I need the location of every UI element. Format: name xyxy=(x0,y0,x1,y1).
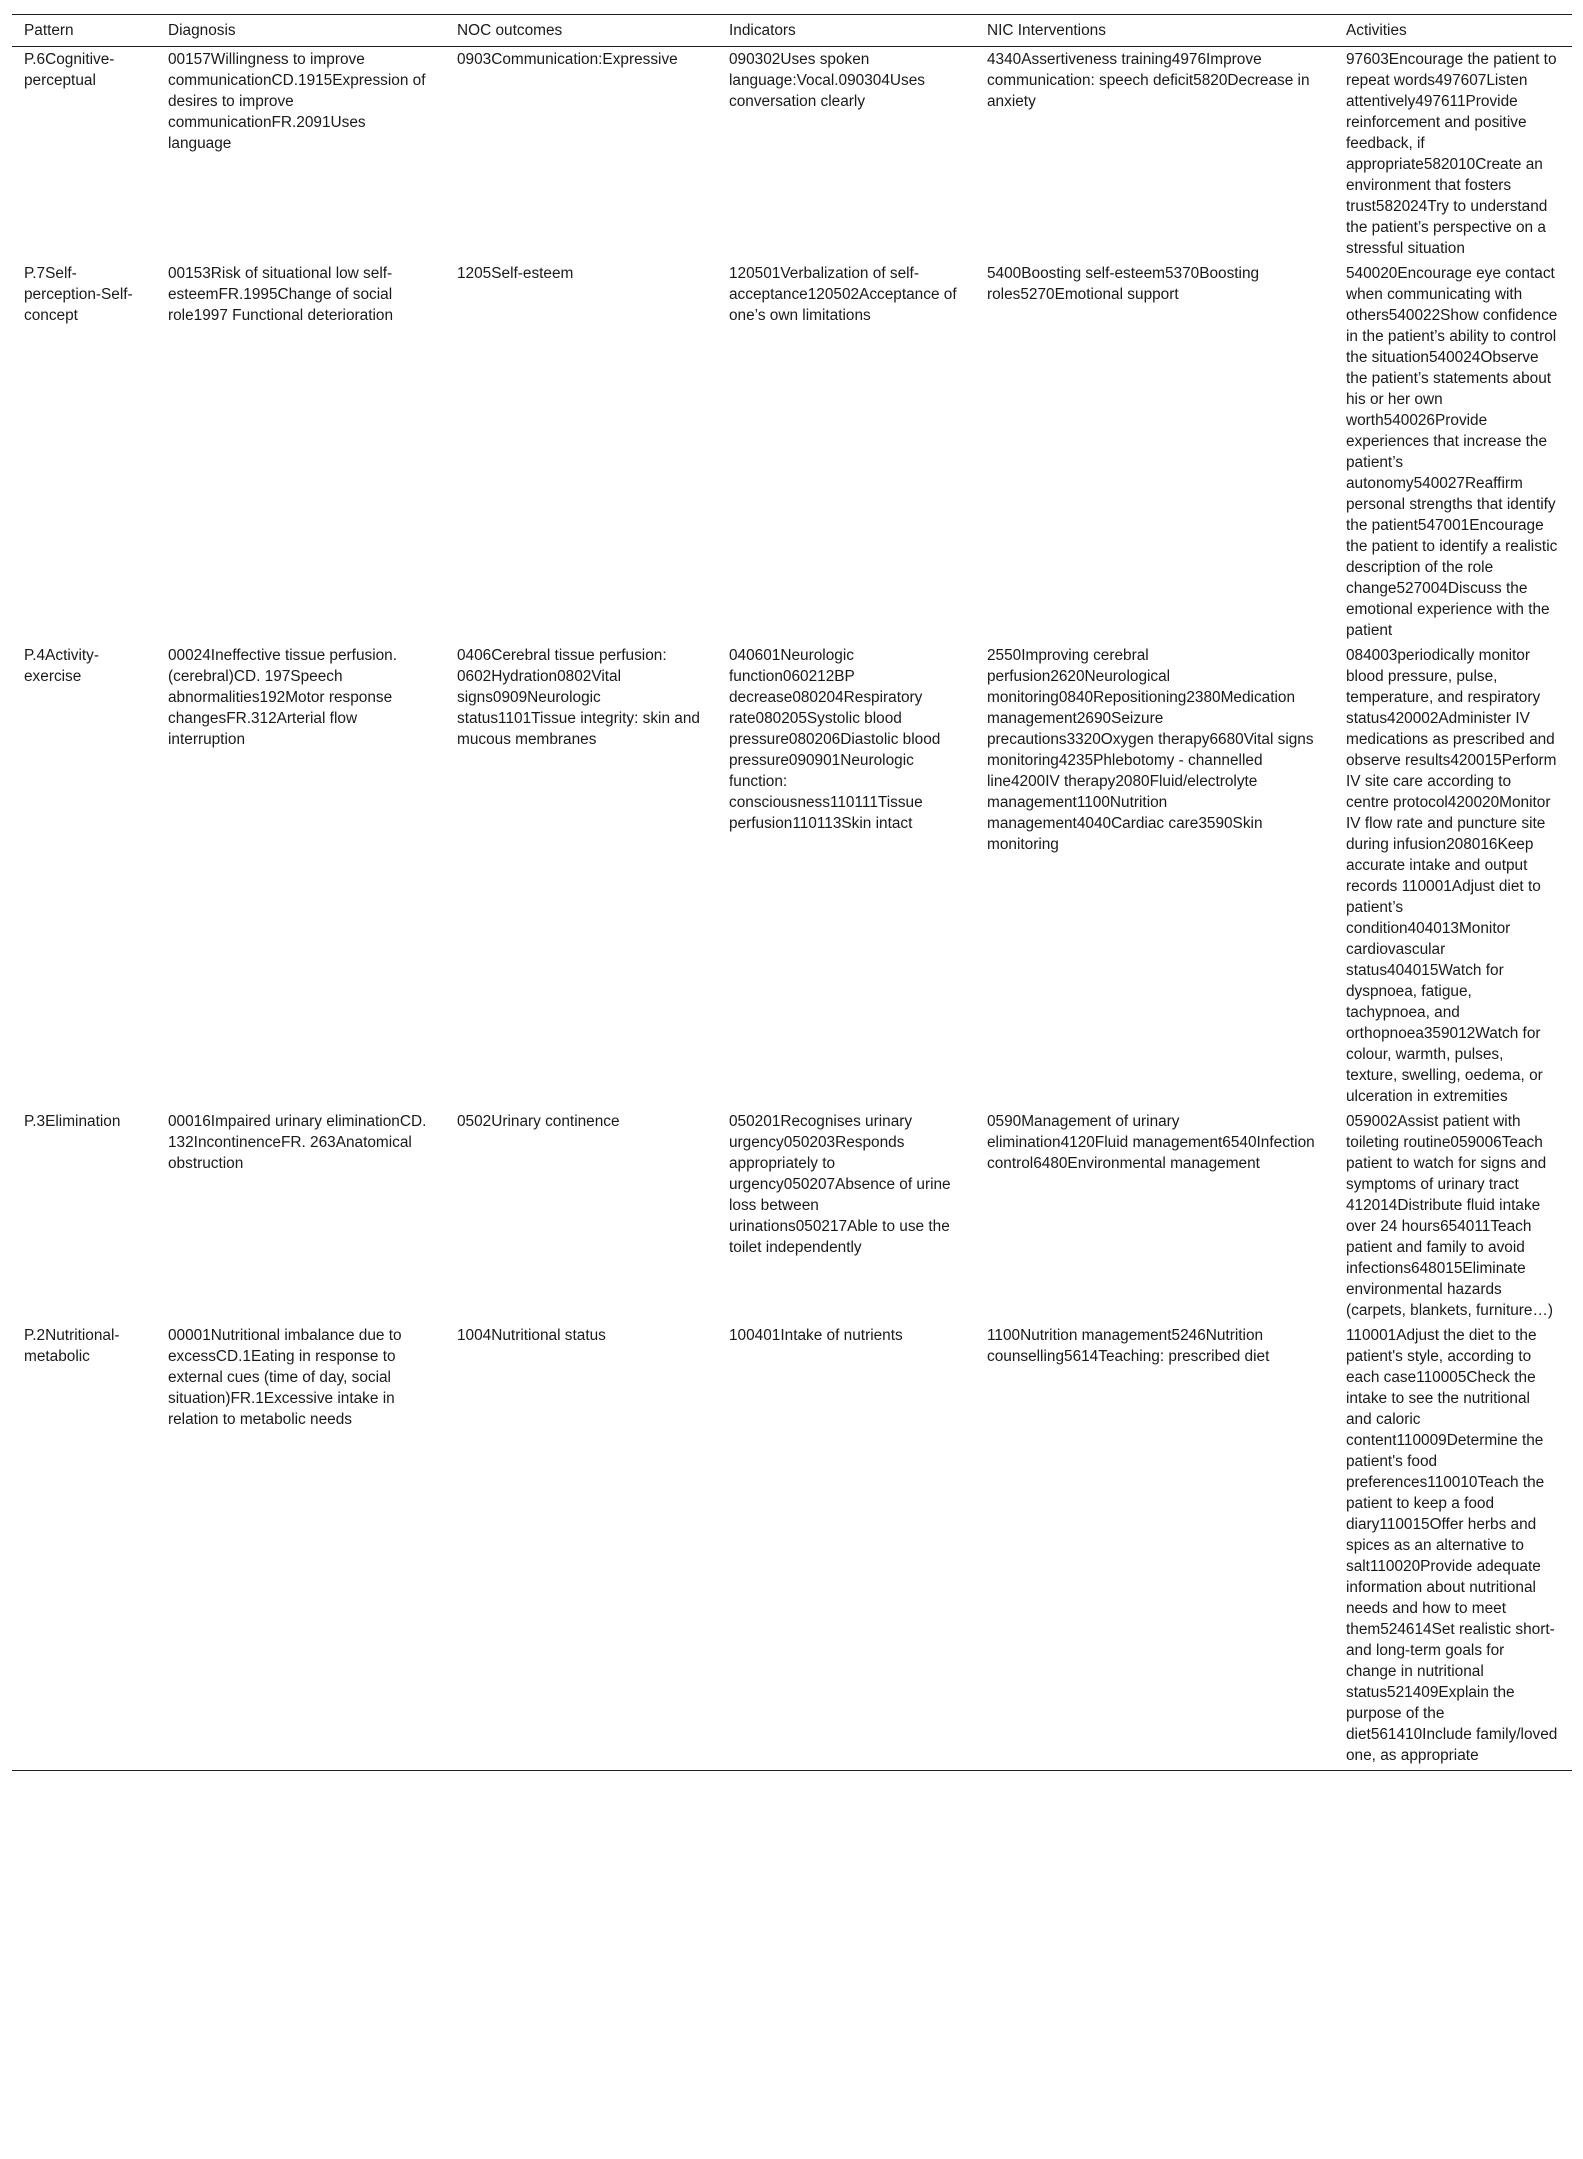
cell-noc: 0903Communication:Expressive xyxy=(457,51,678,68)
cell-nic: 1100Nutrition management5246Nutrition counselling5614Teaching: prescribed diet xyxy=(975,1323,1334,1771)
cell-indicators: 090302Uses spoken language:Vocal.090304Uses conversation clearly xyxy=(729,51,925,110)
cell-indicators: 100401Intake of nutrients xyxy=(717,1323,975,1771)
table-header-row xyxy=(12,15,1572,47)
table-row xyxy=(12,1323,1572,1771)
cell-nic: 0590Management of urinary elimination4120Fluid management6540Infection control6480Environmental management xyxy=(987,1113,1315,1172)
cell-activities: 540020Encourage eye contact when communicating with others540022Show confidence in the patient’s ability to control the situation540024Observe the patient’s statements about his or her own worth540026Provide experiences that increase the patient’s autonomy540027Reaffirm personal strengths that identify the patient547001Encourage the patient to identify a realistic description of the role change527004Discuss the emotional experience with the patient xyxy=(1346,265,1558,639)
cell-noc: 1205Self-esteem xyxy=(457,265,574,282)
cell-diagnosis: 00157Willingness to improve communicationCD.1915Expression of desires to improve communicationFR.2091Uses language xyxy=(168,51,426,152)
cell-diagnosis: 00016Impaired urinary eliminationCD. 132IncontinenceFR. 263Anatomical obstruction xyxy=(168,1113,427,1172)
cell-indicators: 120501Verbalization of self-acceptance120502Acceptance of one’s own limitations xyxy=(729,265,957,324)
table-row xyxy=(12,47,1572,262)
cell-pattern: P.3Elimination xyxy=(24,1113,121,1130)
header-noc-outcomes: NOC outcomes xyxy=(445,15,717,47)
header-indicators: Indicators xyxy=(717,15,975,47)
cell-noc: 1004Nutritional status xyxy=(445,1323,717,1771)
header-nic-interventions: NIC Interventions xyxy=(975,15,1334,47)
cell-diagnosis: 00153Risk of situational low self-esteemFR.1995Change of social role1997 Functional deterioration xyxy=(168,265,394,324)
cell-activities: 084003periodically monitor blood pressure, pulse, temperature, and respiratory status420002Administer IV medications as prescribed and observe results420015Perform IV site care according to centre protocol420020Monitor IV flow rate and puncture site during infusion208016Keep accurate intake and output records 110001Adjust diet to patient’s condition404013Monitor cardiovascular status404015Watch for dyspnoea, fatigue, tachypnoea, and orthopnoea359012Watch for colour, warmth, pulses, texture, swelling, oedema, or ulceration in extremities xyxy=(1346,647,1557,1105)
cell-noc: 0502Urinary continence xyxy=(457,1113,620,1130)
cell-noc: 0406Cerebral tissue perfusion: 0602Hydration0802Vital signs0909Neurologic status1101Tissue integrity: skin and mucous membranes xyxy=(457,647,700,748)
cell-diagnosis: 00001Nutritional imbalance due to excessCD.1Eating in response to external cues (time of day, social situation)FR.1Excessive intake in relation to metabolic needs xyxy=(156,1323,445,1771)
cell-activities: 059002Assist patient with toileting routine059006Teach patient to watch for signs and symptoms of urinary tract 412014Distribute fluid intake over 24 hours654011Teach patient and family to avoid infections648015Eliminate environmental hazards (carpets, blankets, furniture…) xyxy=(1346,1113,1553,1319)
table-row xyxy=(12,261,1572,643)
table-row xyxy=(12,643,1572,1109)
table-row xyxy=(12,1109,1572,1323)
header-activities: Activities xyxy=(1334,15,1572,47)
cell-activities: 110001Adjust the diet to the patient's style, according to each case110005Check the intake to see the nutritional and caloric content110009Determine the patient's food preferences110010Teach the patient to keep a food diary110015Offer herbs and spices as an alternative to salt110020Provide adequate information about nutritional needs and how to meet them524614Set realistic short- and long-term goals for change in nutritional status521409Explain the purpose of the diet561410Include family/loved one, as appropriate xyxy=(1334,1323,1572,1771)
cell-pattern: P.2Nutritional-metabolic xyxy=(12,1323,156,1771)
cell-nic: 4340Assertiveness training4976Improve communication: speech deficit5820Decrease in anxiety xyxy=(987,51,1310,110)
cell-pattern: P.6Cognitive-perceptual xyxy=(24,51,115,89)
cell-activities: 97603Encourage the patient to repeat words497607Listen attentively497611Provide reinforcement and positive feedback, if appropriate582010Create an environment that fosters trust582024Try to understand the patient’s perspective on a stressful situation xyxy=(1346,51,1557,257)
care-plan-table xyxy=(12,14,1572,1771)
cell-pattern: P.7Self-perception-Self-concept xyxy=(24,265,133,324)
cell-pattern: P.4Activity-exercise xyxy=(24,647,99,685)
cell-diagnosis: 00024Ineffective tissue perfusion.(cerebral)CD. 197Speech abnormalities192Motor response changesFR.312Arterial flow interruption xyxy=(168,647,398,748)
header-diagnosis: Diagnosis xyxy=(156,15,445,47)
header-pattern: Pattern xyxy=(12,15,156,47)
cell-nic: 2550Improving cerebral perfusion2620Neurological monitoring0840Repositioning2380Medication management2690Seizure precautions3320Oxygen therapy6680Vital signs monitoring4235Phlebotomy - channelled line4200IV therapy2080Fluid/electrolyte management1100Nutrition management4040Cardiac care3590Skin monitoring xyxy=(987,647,1314,853)
cell-indicators: 040601Neurologic function060212BP decrease080204Respiratory rate080205Systolic blood pressure080206Diastolic blood pressure090901Neurologic function: consciousness110111Tissue perfusion110113Skin intact xyxy=(729,647,941,832)
cell-indicators: 050201Recognises urinary urgency050203Responds appropriately to urgency050207Absence of urine loss between urinations050217Able to use the toilet independently xyxy=(729,1113,951,1256)
cell-nic: 5400Boosting self-esteem5370Boosting roles5270Emotional support xyxy=(987,265,1260,303)
